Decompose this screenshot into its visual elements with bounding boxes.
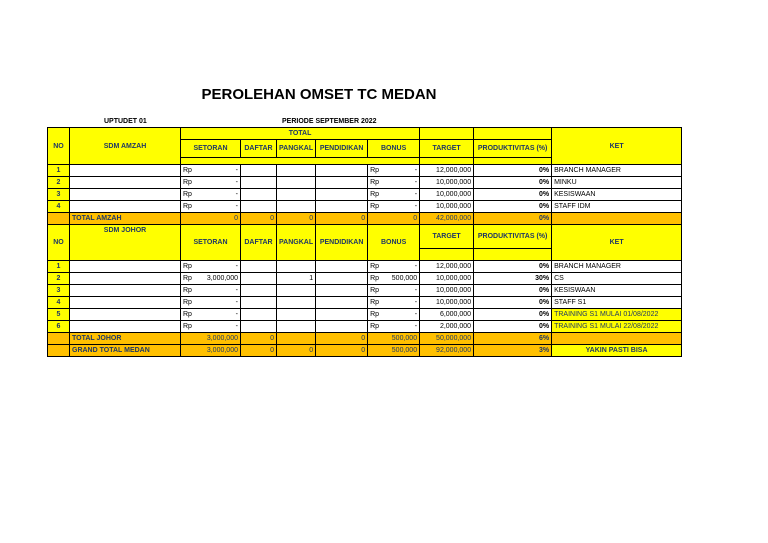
currency-label: Rp — [183, 311, 192, 318]
ket-cell[interactable]: KESISWAAN — [552, 189, 682, 201]
pendidikan-cell[interactable] — [316, 285, 368, 297]
table-row — [48, 165, 682, 177]
total-target[interactable]: 42,000,000 — [420, 213, 474, 225]
amount-value: - — [235, 287, 238, 294]
produktivitas-header[interactable]: PRODUKTIVITAS (%) — [474, 225, 552, 249]
currency-label: Rp — [370, 203, 380, 210]
setoran-cell[interactable] — [181, 261, 241, 273]
pangkal-cell[interactable] — [277, 321, 316, 333]
pangkal-header[interactable]: PANGKAL — [277, 140, 316, 158]
amount-value: - — [235, 167, 238, 174]
bonus-cell[interactable] — [368, 177, 420, 189]
daftar-cell[interactable] — [241, 285, 277, 297]
pangkal-header[interactable]: PANGKAL — [277, 225, 316, 261]
currency-label: Rp — [370, 275, 380, 282]
amount-value: - — [414, 287, 418, 294]
target-cell[interactable]: 10,000,000 — [420, 189, 474, 201]
name-cell[interactable] — [70, 201, 181, 213]
total-row — [48, 213, 682, 225]
produktivitas-cell[interactable]: 0% — [474, 261, 552, 273]
target-cell[interactable]: 10,000,000 — [420, 273, 474, 285]
sdm-header[interactable]: SDM AMZAH — [70, 128, 181, 165]
amount-value: - — [235, 191, 238, 198]
name-cell[interactable] — [70, 297, 181, 309]
pendidikan-cell[interactable] — [316, 189, 368, 201]
table-row — [48, 273, 682, 285]
daftar-cell[interactable] — [241, 309, 277, 321]
total-daftar[interactable]: 0 — [241, 345, 277, 357]
row-number[interactable]: 5 — [48, 309, 70, 321]
blank-cell[interactable] — [474, 128, 552, 140]
bonus-cell[interactable] — [368, 261, 420, 273]
header-row — [48, 128, 682, 140]
daftar-cell[interactable] — [241, 261, 277, 273]
amount-value: - — [414, 191, 418, 198]
amount-value: - — [235, 323, 238, 330]
total-target[interactable]: 50,000,000 — [420, 333, 474, 345]
amount-value: - — [235, 179, 238, 186]
header-row — [48, 225, 682, 249]
pangkal-cell[interactable] — [277, 297, 316, 309]
daftar-cell[interactable] — [241, 321, 277, 333]
blank-cell[interactable] — [181, 158, 420, 165]
pendidikan-cell[interactable] — [316, 273, 368, 285]
ket-cell[interactable]: CS — [552, 273, 682, 285]
row-number[interactable]: 1 — [48, 165, 70, 177]
pendidikan-cell[interactable] — [316, 165, 368, 177]
daftar-cell[interactable] — [241, 297, 277, 309]
target-cell[interactable]: 6,000,000 — [420, 309, 474, 321]
currency-label: Rp — [370, 263, 380, 270]
bonus-cell[interactable] — [368, 189, 420, 201]
bonus-cell[interactable] — [368, 321, 420, 333]
amount-value: 500,000 — [391, 275, 418, 282]
target-cell[interactable]: 10,000,000 — [420, 177, 474, 189]
grand-total-row — [48, 345, 682, 357]
blank-cell[interactable] — [552, 213, 682, 225]
setoran-cell[interactable] — [181, 309, 241, 321]
amount-value: - — [235, 311, 238, 318]
table-row — [48, 177, 682, 189]
total-bonus[interactable]: 500,000 — [368, 345, 420, 357]
setoran-header[interactable]: SETORAN — [181, 225, 241, 261]
sdm-header[interactable]: SDM JOHOR — [70, 225, 181, 261]
total-setoran[interactable]: 3,000,000 — [181, 333, 241, 345]
pangkal-cell[interactable] — [277, 285, 316, 297]
currency-label: Rp — [183, 287, 192, 294]
setoran-cell[interactable] — [181, 297, 241, 309]
pendidikan-cell[interactable] — [316, 177, 368, 189]
currency-label: Rp — [370, 167, 380, 174]
blank-cell[interactable] — [420, 128, 474, 140]
target-cell[interactable]: 10,000,000 — [420, 201, 474, 213]
produktivitas-cell[interactable]: 0% — [474, 177, 552, 189]
target-cell[interactable]: 10,000,000 — [420, 285, 474, 297]
currency-label: Rp — [183, 263, 192, 270]
total-pangkal[interactable]: 0 — [277, 345, 316, 357]
amount-value: 3,000,000 — [206, 275, 238, 282]
total-label[interactable]: TOTAL JOHOR — [70, 333, 181, 345]
setoran-cell[interactable] — [181, 177, 241, 189]
table-row — [48, 189, 682, 201]
produktivitas-cell[interactable]: 0% — [474, 321, 552, 333]
blank-cell[interactable] — [474, 249, 552, 261]
setoran-cell[interactable] — [181, 285, 241, 297]
amount-value: - — [414, 323, 418, 330]
setoran-cell[interactable] — [181, 201, 241, 213]
total-pangkal[interactable] — [277, 333, 316, 345]
blank-cell[interactable] — [552, 333, 682, 345]
no-header[interactable]: NO — [48, 128, 70, 165]
total-pangkal[interactable]: 0 — [277, 213, 316, 225]
blank-cell[interactable] — [48, 333, 70, 345]
pangkal-cell[interactable] — [277, 201, 316, 213]
pangkal-cell[interactable] — [277, 177, 316, 189]
pendidikan-cell[interactable] — [316, 297, 368, 309]
daftar-cell[interactable] — [241, 273, 277, 285]
target-header[interactable]: TARGET — [420, 140, 474, 158]
ket-cell[interactable]: BRANCH MANAGER — [552, 261, 682, 273]
table-row — [48, 297, 682, 309]
currency-label: Rp — [370, 179, 380, 186]
name-cell[interactable] — [70, 177, 181, 189]
bonus-cell[interactable] — [368, 309, 420, 321]
target-cell[interactable]: 10,000,000 — [420, 297, 474, 309]
target-cell[interactable]: 2,000,000 — [420, 321, 474, 333]
produktivitas-cell[interactable]: 0% — [474, 297, 552, 309]
pangkal-cell[interactable] — [277, 165, 316, 177]
currency-label: Rp — [183, 323, 192, 330]
pendidikan-header[interactable]: PENDIDIKAN — [316, 140, 368, 158]
total-pendidikan[interactable]: 0 — [316, 333, 368, 345]
table-row — [48, 309, 682, 321]
total-bonus[interactable]: 0 — [368, 213, 420, 225]
pendidikan-cell[interactable] — [316, 321, 368, 333]
row-number[interactable]: 2 — [48, 273, 70, 285]
amount-value: - — [414, 203, 418, 210]
bonus-cell[interactable] — [368, 285, 420, 297]
motto-cell[interactable]: YAKIN PASTI BISA — [552, 345, 682, 357]
omset-table — [47, 127, 682, 357]
currency-label: Rp — [183, 191, 192, 198]
produktivitas-header[interactable]: PRODUKTIVITAS (%) — [474, 140, 552, 158]
currency-label: Rp — [370, 191, 380, 198]
total-bonus[interactable]: 500,000 — [368, 333, 420, 345]
currency-label: Rp — [370, 311, 380, 318]
ket-cell[interactable]: MINKU — [552, 177, 682, 189]
no-header[interactable]: NO — [48, 225, 70, 261]
total-produktivitas[interactable]: 6% — [474, 333, 552, 345]
total-setoran[interactable]: 3,000,000 — [181, 345, 241, 357]
name-cell[interactable] — [70, 165, 181, 177]
total-daftar[interactable]: 0 — [241, 213, 277, 225]
amount-value: - — [414, 311, 418, 318]
name-cell[interactable] — [70, 285, 181, 297]
pangkal-cell[interactable] — [277, 261, 316, 273]
produktivitas-cell[interactable]: 0% — [474, 189, 552, 201]
ket-cell[interactable]: TRAINING S1 MULAI 22/08/2022 — [552, 321, 682, 333]
produktivitas-cell[interactable]: 30% — [474, 273, 552, 285]
row-number[interactable]: 2 — [48, 177, 70, 189]
currency-label: Rp — [370, 323, 380, 330]
row-number[interactable]: 4 — [48, 201, 70, 213]
ket-cell[interactable]: STAFF IDM — [552, 201, 682, 213]
total-header[interactable]: TOTAL — [181, 128, 420, 140]
pendidikan-cell[interactable] — [316, 201, 368, 213]
target-cell[interactable]: 12,000,000 — [420, 165, 474, 177]
daftar-header[interactable]: DAFTAR — [241, 140, 277, 158]
bonus-header[interactable]: BONUS — [368, 225, 420, 261]
row-number[interactable]: 3 — [48, 285, 70, 297]
daftar-header[interactable]: DAFTAR — [241, 225, 277, 261]
amount-value: - — [414, 299, 418, 306]
name-cell[interactable] — [70, 309, 181, 321]
row-number[interactable]: 6 — [48, 321, 70, 333]
setoran-cell[interactable] — [181, 165, 241, 177]
amount-value: - — [414, 179, 418, 186]
setoran-cell[interactable] — [181, 321, 241, 333]
name-cell[interactable] — [70, 261, 181, 273]
pangkal-cell[interactable] — [277, 309, 316, 321]
currency-label: Rp — [183, 299, 192, 306]
pendidikan-cell[interactable] — [316, 309, 368, 321]
target-cell[interactable]: 12,000,000 — [420, 261, 474, 273]
table-row — [48, 285, 682, 297]
currency-label: Rp — [183, 203, 192, 210]
daftar-cell[interactable] — [241, 201, 277, 213]
total-produktivitas[interactable]: 3% — [474, 345, 552, 357]
ket-cell[interactable]: KESISWAAN — [552, 285, 682, 297]
ket-cell[interactable]: STAFF S1 — [552, 297, 682, 309]
setoran-cell[interactable] — [181, 273, 241, 285]
periode-label: PERIODE SEPTEMBER 2022 — [282, 118, 377, 125]
produktivitas-cell[interactable]: 0% — [474, 309, 552, 321]
bonus-cell[interactable] — [368, 201, 420, 213]
row-number[interactable]: 1 — [48, 261, 70, 273]
blank-cell[interactable] — [48, 345, 70, 357]
ket-header[interactable]: KET — [552, 128, 682, 165]
setoran-cell[interactable] — [181, 189, 241, 201]
produktivitas-cell[interactable]: 0% — [474, 201, 552, 213]
currency-label: Rp — [370, 287, 380, 294]
bonus-cell[interactable] — [368, 297, 420, 309]
amount-value: - — [414, 167, 418, 174]
pendidikan-cell[interactable] — [316, 261, 368, 273]
amount-value: - — [414, 263, 418, 270]
produktivitas-cell[interactable]: 0% — [474, 285, 552, 297]
blank-cell[interactable] — [420, 158, 474, 165]
target-header[interactable]: TARGET — [420, 225, 474, 249]
total-setoran[interactable]: 0 — [181, 213, 241, 225]
total-pendidikan[interactable]: 0 — [316, 345, 368, 357]
blank-cell[interactable] — [420, 249, 474, 261]
total-row — [48, 333, 682, 345]
table-row — [48, 201, 682, 213]
amount-value: - — [235, 203, 238, 210]
total-produktivitas[interactable]: 0% — [474, 213, 552, 225]
total-label[interactable]: TOTAL AMZAH — [70, 213, 181, 225]
row-number[interactable]: 4 — [48, 297, 70, 309]
daftar-cell[interactable] — [241, 165, 277, 177]
daftar-cell[interactable] — [241, 177, 277, 189]
total-daftar[interactable]: 0 — [241, 333, 277, 345]
ket-header[interactable]: KET — [552, 225, 682, 261]
total-label[interactable]: GRAND TOTAL MEDAN — [70, 345, 181, 357]
bonus-cell[interactable] — [368, 273, 420, 285]
name-cell[interactable] — [70, 273, 181, 285]
currency-label: Rp — [183, 275, 192, 282]
table-row — [48, 321, 682, 333]
bonus-header[interactable]: BONUS — [368, 140, 420, 158]
blank-cell[interactable] — [48, 213, 70, 225]
produktivitas-cell[interactable]: 0% — [474, 165, 552, 177]
page-title: PEROLEHAN OMSET TC MEDAN — [201, 86, 437, 103]
pangkal-cell[interactable]: 1 — [277, 273, 316, 285]
setoran-header[interactable]: SETORAN — [181, 140, 241, 158]
total-pendidikan[interactable]: 0 — [316, 213, 368, 225]
amount-value: - — [235, 263, 238, 270]
row-number[interactable]: 3 — [48, 189, 70, 201]
currency-label: Rp — [183, 179, 192, 186]
blank-cell[interactable] — [474, 158, 552, 165]
total-target[interactable]: 92,000,000 — [420, 345, 474, 357]
ket-cell[interactable]: BRANCH MANAGER — [552, 165, 682, 177]
pendidikan-header[interactable]: PENDIDIKAN — [316, 225, 368, 261]
uptudet-label: UPTUDET 01 — [104, 118, 147, 125]
amount-value: - — [235, 299, 238, 306]
daftar-cell[interactable] — [241, 189, 277, 201]
pangkal-cell[interactable] — [277, 189, 316, 201]
name-cell[interactable] — [70, 189, 181, 201]
table-row — [48, 261, 682, 273]
bonus-cell[interactable] — [368, 165, 420, 177]
currency-label: Rp — [370, 299, 380, 306]
currency-label: Rp — [183, 167, 192, 174]
name-cell[interactable] — [70, 321, 181, 333]
ket-cell[interactable]: TRAINING S1 MULAI 01/08/2022 — [552, 309, 682, 321]
